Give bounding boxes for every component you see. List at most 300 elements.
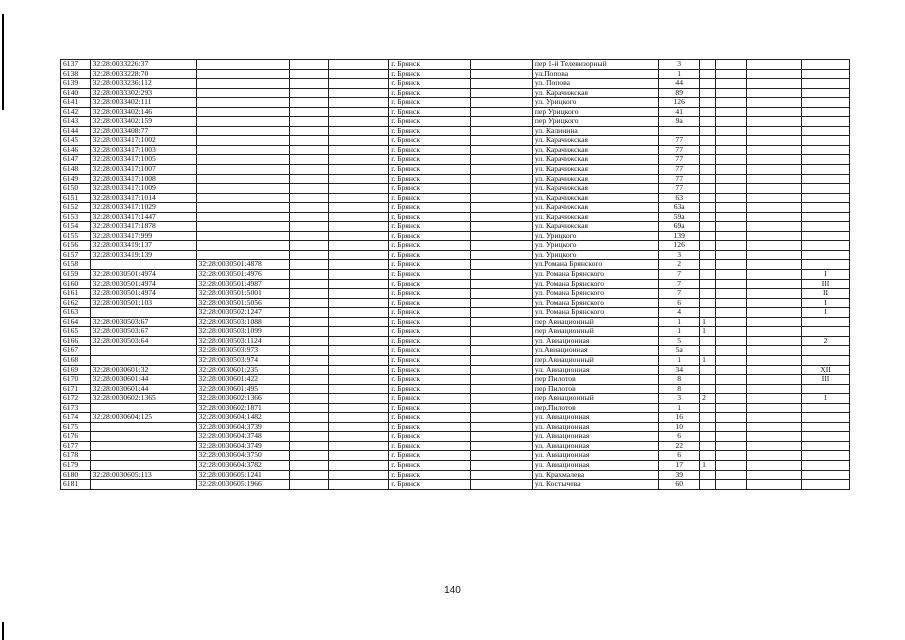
flat-number-cell [700,212,716,222]
room-number-cell: I [801,298,849,308]
flat-number-cell [700,98,716,108]
empty-col-11-cell [716,451,747,461]
table-row [61,346,850,356]
empty-col-4-cell [290,279,329,289]
land-cadastral-number-cell [90,451,196,461]
page-number: 140 [444,585,461,596]
land-cadastral-number-cell: 32:28:0033236:112 [90,79,196,89]
table-row [61,203,850,213]
room-number-cell [801,260,849,270]
house-number-cell: 7 [659,270,700,280]
record-number-cell: 6170 [61,375,91,385]
table-row [61,441,850,451]
empty-col-7-cell [470,145,532,155]
street-cell: ул. Карачижская [532,165,658,175]
street-cell: ул. Авиационная [532,432,658,442]
empty-col-4-cell [290,384,329,394]
empty-col-7-cell [470,136,532,146]
empty-col-12-cell [746,88,801,98]
street-cell: ул. Карачижская [532,174,658,184]
room-number-cell [801,403,849,413]
empty-col-7-cell [470,174,532,184]
empty-col-12-cell [746,441,801,451]
empty-col-5-cell [329,394,389,404]
city-cell: г. Брянск [389,317,471,327]
building-cadastral-number-cell: 32:28:0030501:4976 [196,270,290,280]
table-row [61,355,850,365]
record-number-cell: 6150 [61,184,91,194]
room-number-cell: I [801,308,849,318]
empty-col-12-cell [746,231,801,241]
house-number-cell: 77 [659,145,700,155]
flat-number-cell [700,346,716,356]
building-cadastral-number-cell [196,231,290,241]
building-cadastral-number-cell [196,203,290,213]
building-cadastral-number-cell: 32:28:0030501:5056 [196,298,290,308]
empty-col-12-cell [746,355,801,365]
empty-col-11-cell [716,394,747,404]
empty-col-4-cell [290,107,329,117]
building-cadastral-number-cell: 32:28:0030503:1088 [196,317,290,327]
building-cadastral-number-cell [196,79,290,89]
land-cadastral-number-cell: 32:28:0033228:70 [90,69,196,79]
empty-col-11-cell [716,298,747,308]
city-cell: г. Брянск [389,250,471,260]
empty-col-7-cell [470,384,532,394]
empty-col-7-cell [470,422,532,432]
empty-col-11-cell [716,308,747,318]
flat-number-cell [700,126,716,136]
room-number-cell [801,98,849,108]
empty-col-5-cell [329,250,389,260]
street-cell: ул. Карачижская [532,145,658,155]
empty-col-7-cell [470,298,532,308]
land-cadastral-number-cell: 32:28:0033417:1005 [90,155,196,165]
empty-col-5-cell [329,336,389,346]
house-number-cell: 6 [659,432,700,442]
street-cell: ул. Авиационная [532,336,658,346]
empty-col-5-cell [329,136,389,146]
city-cell: г. Брянск [389,107,471,117]
street-cell: ул. Урицкого [532,250,658,260]
empty-col-7-cell [470,184,532,194]
room-number-cell: III [801,279,849,289]
room-number-cell [801,145,849,155]
house-number-cell: 4 [659,308,700,318]
room-number-cell [801,69,849,79]
street-cell: ул. Романа Брянского [532,298,658,308]
empty-col-4-cell [290,289,329,299]
table-row [61,184,850,194]
record-number-cell: 6171 [61,384,91,394]
city-cell: г. Брянск [389,413,471,423]
empty-col-7-cell [470,327,532,337]
house-number-cell: 126 [659,241,700,251]
table-row [61,241,850,251]
table-row [61,260,850,270]
record-number-cell: 6144 [61,126,91,136]
flat-number-cell [700,203,716,213]
empty-col-5-cell [329,441,389,451]
empty-col-5-cell [329,355,389,365]
flat-number-cell [700,88,716,98]
land-cadastral-number-cell: 32:28:0033402:159 [90,117,196,127]
room-number-cell [801,480,849,490]
empty-col-7-cell [470,212,532,222]
empty-col-4-cell [290,203,329,213]
empty-col-11-cell [716,212,747,222]
record-number-cell: 6153 [61,212,91,222]
house-number-cell: 10 [659,422,700,432]
empty-col-7-cell [470,336,532,346]
table-row [61,174,850,184]
record-number-cell: 6138 [61,69,91,79]
record-number-cell: 6159 [61,270,91,280]
city-cell: г. Брянск [389,346,471,356]
empty-col-7-cell [470,413,532,423]
empty-col-7-cell [470,203,532,213]
table-row [61,222,850,232]
room-number-cell [801,126,849,136]
flat-number-cell [700,155,716,165]
street-cell: пер Авиационный [532,394,658,404]
city-cell: г. Брянск [389,384,471,394]
flat-number-cell [700,403,716,413]
flat-number-cell [700,79,716,89]
empty-col-11-cell [716,375,747,385]
empty-col-11-cell [716,270,747,280]
empty-col-5-cell [329,165,389,175]
flat-number-cell [700,279,716,289]
house-number-cell: 3 [659,250,700,260]
empty-col-5-cell [329,60,389,70]
empty-col-5-cell [329,365,389,375]
flat-number-cell [700,298,716,308]
house-number-cell: 63а [659,203,700,213]
empty-col-7-cell [470,88,532,98]
city-cell: г. Брянск [389,193,471,203]
empty-col-4-cell [290,231,329,241]
flat-number-cell [700,365,716,375]
table-row [61,375,850,385]
city-cell: г. Брянск [389,308,471,318]
building-cadastral-number-cell: 32:28:0030503:973 [196,346,290,356]
land-cadastral-number-cell: 32:28:0033417:1447 [90,212,196,222]
house-number-cell: 139 [659,231,700,241]
room-number-cell [801,174,849,184]
table-row [61,327,850,337]
building-cadastral-number-cell [196,193,290,203]
land-cadastral-number-cell: 32:28:0030501:103 [90,298,196,308]
city-cell: г. Брянск [389,336,471,346]
building-cadastral-number-cell: 32:28:0030601:235 [196,365,290,375]
empty-col-12-cell [746,470,801,480]
empty-col-4-cell [290,241,329,251]
city-cell: г. Брянск [389,432,471,442]
street-cell: ул. Крахмалева [532,470,658,480]
empty-col-5-cell [329,69,389,79]
empty-col-5-cell [329,107,389,117]
land-cadastral-number-cell: 32:28:0030503:64 [90,336,196,346]
empty-col-5-cell [329,289,389,299]
house-number-cell: 1 [659,69,700,79]
record-number-cell: 6137 [61,60,91,70]
house-number-cell: 22 [659,441,700,451]
land-cadastral-number-cell: 32:28:0033419:139 [90,250,196,260]
empty-col-7-cell [470,155,532,165]
empty-col-7-cell [470,79,532,89]
empty-col-5-cell [329,174,389,184]
empty-col-11-cell [716,441,747,451]
house-number-cell: 9а [659,117,700,127]
flat-number-cell [700,441,716,451]
record-number-cell: 6142 [61,107,91,117]
flat-number-cell [700,174,716,184]
empty-col-7-cell [470,375,532,385]
city-cell: г. Брянск [389,203,471,213]
flat-number-cell [700,145,716,155]
empty-col-12-cell [746,270,801,280]
record-number-cell: 6166 [61,336,91,346]
empty-col-12-cell [746,174,801,184]
empty-col-11-cell [716,289,747,299]
record-number-cell: 6174 [61,413,91,423]
land-cadastral-number-cell: 32:28:0033417:1007 [90,165,196,175]
empty-col-7-cell [470,241,532,251]
record-number-cell: 6143 [61,117,91,127]
empty-col-5-cell [329,384,389,394]
table-row [61,212,850,222]
empty-col-4-cell [290,365,329,375]
empty-col-5-cell [329,460,389,470]
empty-col-5-cell [329,470,389,480]
empty-col-4-cell [290,136,329,146]
empty-col-11-cell [716,231,747,241]
empty-col-4-cell [290,413,329,423]
record-number-cell: 6155 [61,231,91,241]
street-cell: пер Авиационный [532,317,658,327]
table-row [61,279,850,289]
house-number-cell: 77 [659,184,700,194]
empty-col-5-cell [329,88,389,98]
empty-col-4-cell [290,394,329,404]
empty-col-5-cell [329,145,389,155]
land-cadastral-number-cell: 32:28:0033417:1014 [90,193,196,203]
house-number-cell: 69а [659,222,700,232]
land-cadastral-number-cell: 32:28:0033402:146 [90,107,196,117]
building-cadastral-number-cell [196,184,290,194]
land-cadastral-number-cell: 32:28:0030601:44 [90,384,196,394]
street-cell: ул. Урицкого [532,231,658,241]
empty-col-7-cell [470,403,532,413]
empty-col-11-cell [716,60,747,70]
flat-number-cell [700,184,716,194]
city-cell: г. Брянск [389,136,471,146]
empty-col-4-cell [290,317,329,327]
street-cell: ул. Романа Брянского [532,270,658,280]
table-row [61,336,850,346]
land-cadastral-number-cell: 32:28:0030501:4974 [90,270,196,280]
land-cadastral-number-cell [90,480,196,490]
flat-number-cell [700,422,716,432]
street-cell: ул. Карачижская [532,212,658,222]
room-number-cell [801,203,849,213]
table-row [61,250,850,260]
empty-col-4-cell [290,355,329,365]
house-number-cell: 2 [659,260,700,270]
table-row [61,365,850,375]
building-cadastral-number-cell: 32:28:0030502:1247 [196,308,290,318]
flat-number-cell [700,117,716,127]
empty-col-11-cell [716,327,747,337]
record-number-cell: 6145 [61,136,91,146]
table-row [61,403,850,413]
city-cell: г. Брянск [389,69,471,79]
record-number-cell: 6168 [61,355,91,365]
empty-col-11-cell [716,346,747,356]
empty-col-7-cell [470,279,532,289]
empty-col-4-cell [290,165,329,175]
building-cadastral-number-cell [196,155,290,165]
empty-col-4-cell [290,117,329,127]
street-cell: ул. Авиационная [532,460,658,470]
empty-col-4-cell [290,375,329,385]
empty-col-12-cell [746,222,801,232]
city-cell: г. Брянск [389,212,471,222]
building-cadastral-number-cell: 32:28:0030604:3749 [196,441,290,451]
flat-number-cell [700,165,716,175]
empty-col-4-cell [290,480,329,490]
flat-number-cell [700,270,716,280]
room-number-cell [801,413,849,423]
street-cell: ул. Попова [532,79,658,89]
empty-col-12-cell [746,126,801,136]
flat-number-cell [700,413,716,423]
empty-col-7-cell [470,60,532,70]
table-row [61,298,850,308]
house-number-cell: 1 [659,355,700,365]
empty-col-12-cell [746,165,801,175]
street-cell: ул. Карачижская [532,184,658,194]
house-number-cell: 34 [659,365,700,375]
flat-number-cell [700,241,716,251]
room-number-cell [801,155,849,165]
empty-col-12-cell [746,394,801,404]
street-cell: ул. Карачижская [532,155,658,165]
empty-col-11-cell [716,69,747,79]
empty-col-12-cell [746,480,801,490]
land-cadastral-number-cell: 32:28:0030602:1365 [90,394,196,404]
room-number-cell [801,250,849,260]
land-cadastral-number-cell: 32:28:0033226:37 [90,60,196,70]
land-cadastral-number-cell: 32:28:0030501:4974 [90,289,196,299]
land-cadastral-number-cell: 32:28:0033408:77 [90,126,196,136]
empty-col-4-cell [290,79,329,89]
empty-col-4-cell [290,174,329,184]
table-row [61,136,850,146]
house-number-cell: 77 [659,165,700,175]
house-number-cell: 8 [659,384,700,394]
room-number-cell: I [801,270,849,280]
land-cadastral-number-cell: 32:28:0033419:137 [90,241,196,251]
empty-col-7-cell [470,126,532,136]
table-row [61,60,850,70]
building-cadastral-number-cell: 32:28:0030604:3750 [196,451,290,461]
empty-col-11-cell [716,98,747,108]
house-number-cell: 3 [659,60,700,70]
empty-col-4-cell [290,212,329,222]
street-cell: ул. Карачижская [532,222,658,232]
table-row [61,117,850,127]
room-number-cell [801,346,849,356]
record-number-cell: 6140 [61,88,91,98]
empty-col-5-cell [329,222,389,232]
land-cadastral-number-cell: 32:28:0030601:44 [90,375,196,385]
empty-col-11-cell [716,174,747,184]
building-cadastral-number-cell [196,98,290,108]
record-number-cell: 6176 [61,432,91,442]
empty-col-4-cell [290,88,329,98]
empty-col-12-cell [746,375,801,385]
record-number-cell: 6167 [61,346,91,356]
table-row [61,394,850,404]
empty-col-4-cell [290,69,329,79]
city-cell: г. Брянск [389,174,471,184]
house-number-cell: 63 [659,193,700,203]
room-number-cell [801,88,849,98]
record-number-cell: 6157 [61,250,91,260]
land-cadastral-number-cell [90,460,196,470]
record-number-cell: 6173 [61,403,91,413]
empty-col-4-cell [290,403,329,413]
room-number-cell [801,136,849,146]
empty-col-12-cell [746,317,801,327]
table-row [61,460,850,470]
land-cadastral-number-cell [90,355,196,365]
empty-col-12-cell [746,241,801,251]
table-row [61,88,850,98]
land-cadastral-number-cell: 32:28:0030501:4974 [90,279,196,289]
building-cadastral-number-cell: 32:28:0030501:4878 [196,260,290,270]
street-cell: пер Пилотов [532,375,658,385]
empty-col-7-cell [470,231,532,241]
empty-col-12-cell [746,298,801,308]
empty-col-12-cell [746,117,801,127]
land-cadastral-number-cell: 32:28:0030503:67 [90,317,196,327]
city-cell: г. Брянск [389,441,471,451]
land-cadastral-number-cell [90,308,196,318]
empty-col-12-cell [746,79,801,89]
empty-col-5-cell [329,451,389,461]
flat-number-cell [700,289,716,299]
street-cell: пер Урицкого [532,117,658,127]
empty-col-12-cell [746,250,801,260]
record-number-cell: 6146 [61,145,91,155]
empty-col-7-cell [470,117,532,127]
empty-col-11-cell [716,222,747,232]
building-cadastral-number-cell [196,60,290,70]
street-cell: пер Урицкого [532,107,658,117]
record-number-cell: 6160 [61,279,91,289]
flat-number-cell [700,136,716,146]
street-cell: ул. Карачижская [532,88,658,98]
empty-col-11-cell [716,336,747,346]
land-cadastral-number-cell [90,432,196,442]
empty-col-5-cell [329,260,389,270]
empty-col-7-cell [470,394,532,404]
empty-col-4-cell [290,145,329,155]
empty-col-5-cell [329,193,389,203]
